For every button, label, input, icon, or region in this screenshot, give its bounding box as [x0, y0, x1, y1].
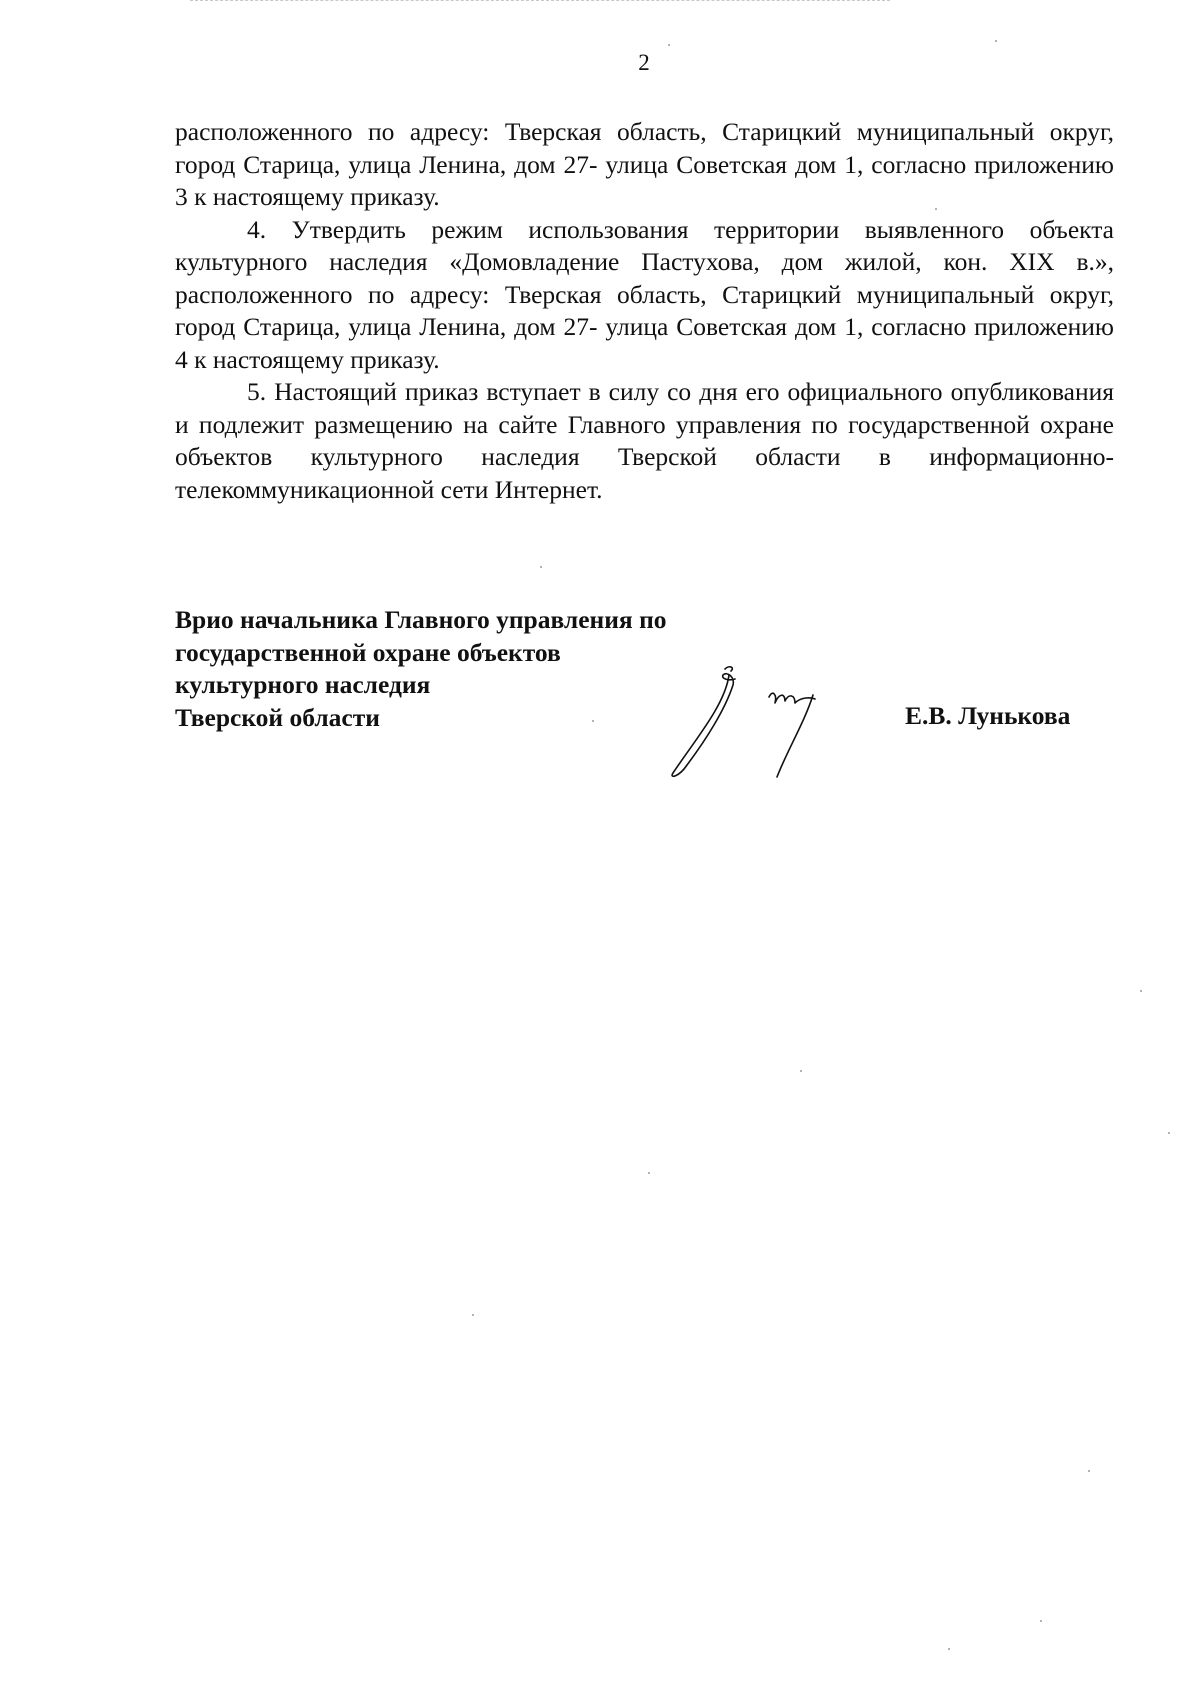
- scan-speck: [1140, 990, 1142, 992]
- page-number: 2: [638, 50, 650, 75]
- scan-speck: [948, 1648, 950, 1650]
- paragraph-continuation: расположенного по адресу: Тверская область, Старицкий муниципальный округ, город Старица, улица Ленина, дом 27- улица Советская дом 1, согласно приложению 3 к настоящему приказу.: [175, 117, 1114, 211]
- scan-speck: [800, 1070, 802, 1072]
- signatory-name: Е.В. Лунькова: [905, 701, 1071, 730]
- paragraph-item-4: 4. Утвердить режим использования территории выявленного объекта культурного наследия «Домовладение Пастухова, дом жилой, кон. XIX в.», расположенного по адресу: Тверская область, Старицкий муниципальный округ, город Старица, улица Ленина, дом 27- улица Советская дом 1, согласно приложению 4 к настоящему приказу.: [175, 214, 1114, 374]
- scan-speck: [995, 40, 997, 42]
- scan-speck: [472, 1314, 474, 1316]
- signatory-title-line: государственной охране объектов: [175, 637, 561, 667]
- signatory-title-line: Врио начальника Главного управления по: [175, 605, 667, 634]
- signatory-title-line: Тверской области: [175, 702, 380, 732]
- scan-speck: [648, 1172, 650, 1174]
- scan-speck: [540, 566, 542, 568]
- scan-speck: [1168, 1132, 1170, 1134]
- document-body: [175, 116, 1114, 506]
- scan-edge-artifact: [190, 0, 890, 3]
- signatory-title-line: культурного наследия: [175, 670, 431, 699]
- paragraph-item-5: 5. Настоящий приказ вступает в силу со дня его официального опубликования и подлежит размещению на сайте Главного управления по государственной охране объектов культурного наследия Тверской области в информационно-телекоммуникационной сети Интернет.: [175, 377, 1114, 504]
- scan-speck: [935, 208, 937, 210]
- handwritten-signature-icon: [665, 655, 855, 780]
- scan-speck: [668, 44, 670, 46]
- scan-speck: [1088, 1470, 1090, 1472]
- scan-speck: [1040, 1620, 1042, 1622]
- scan-speck: [592, 720, 594, 722]
